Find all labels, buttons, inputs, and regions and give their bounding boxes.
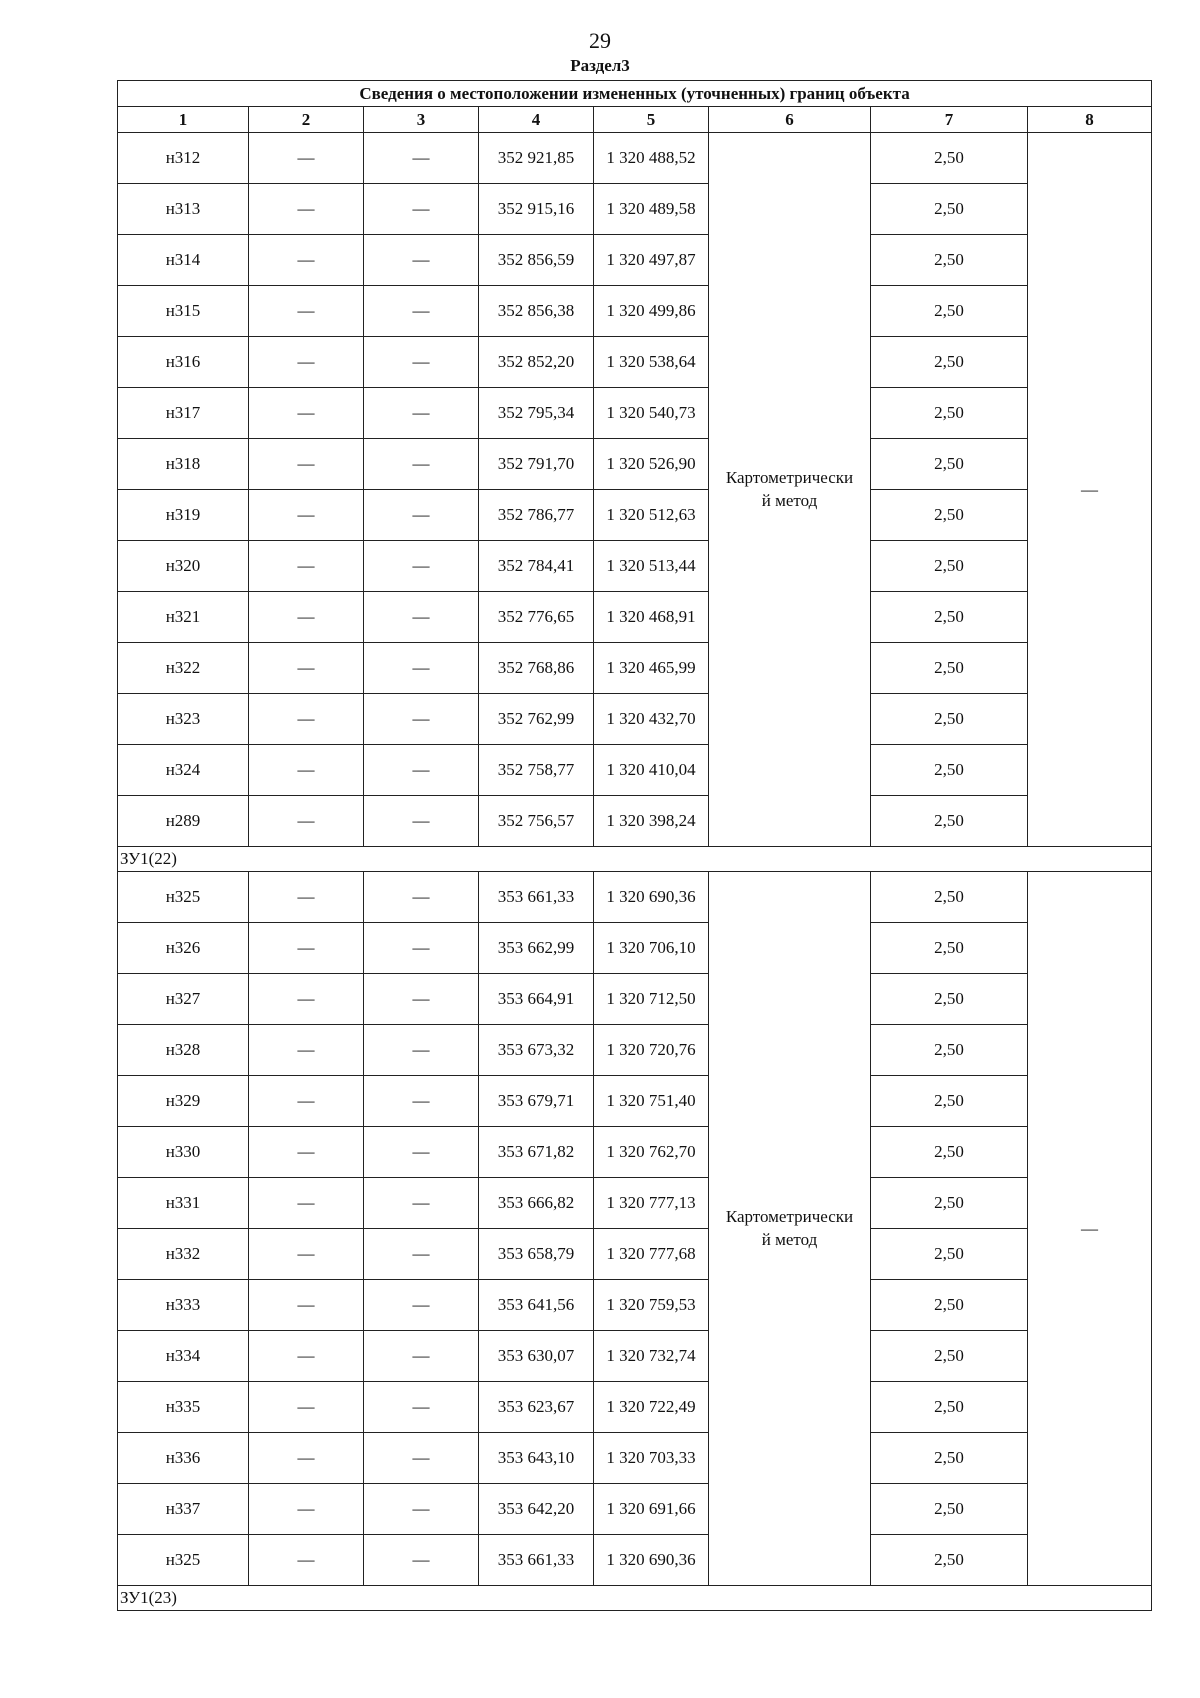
- accuracy-value: 2,50: [871, 872, 1028, 923]
- column-3-value: —: [364, 184, 479, 235]
- point-name: н332: [118, 1229, 249, 1280]
- column-number-7: 7: [871, 107, 1028, 133]
- x-coordinate: 353 642,20: [479, 1484, 594, 1535]
- accuracy-value: 2,50: [871, 388, 1028, 439]
- point-name: н328: [118, 1025, 249, 1076]
- column-3-value: —: [364, 388, 479, 439]
- table-row: [118, 974, 1152, 1025]
- accuracy-value: 2,50: [871, 1178, 1028, 1229]
- accuracy-value: 2,50: [871, 184, 1028, 235]
- table-row: [118, 439, 1152, 490]
- accuracy-value: 2,50: [871, 1127, 1028, 1178]
- accuracy-value: 2,50: [871, 1484, 1028, 1535]
- table-row: [118, 133, 1152, 184]
- column-2-value: —: [249, 337, 364, 388]
- column-number-8: 8: [1028, 107, 1152, 133]
- column-3-value: —: [364, 1280, 479, 1331]
- x-coordinate: 352 758,77: [479, 745, 594, 796]
- y-coordinate: 1 320 489,58: [594, 184, 709, 235]
- y-coordinate: 1 320 691,66: [594, 1484, 709, 1535]
- section-title: Раздел3: [570, 56, 630, 75]
- y-coordinate: 1 320 777,13: [594, 1178, 709, 1229]
- point-name: н317: [118, 388, 249, 439]
- column-2-value: —: [249, 1433, 364, 1484]
- accuracy-value: 2,50: [871, 133, 1028, 184]
- table-row: [118, 1331, 1152, 1382]
- table-row: [118, 643, 1152, 694]
- point-name: н335: [118, 1382, 249, 1433]
- accuracy-value: 2,50: [871, 745, 1028, 796]
- page-number: 29: [589, 28, 611, 53]
- y-coordinate: 1 320 690,36: [594, 1535, 709, 1586]
- method-text-line1: Картометрически: [725, 467, 854, 487]
- x-coordinate: 353 673,32: [479, 1025, 594, 1076]
- accuracy-value: 2,50: [871, 541, 1028, 592]
- point-name: н315: [118, 286, 249, 337]
- column-2-value: —: [249, 1331, 364, 1382]
- accuracy-value: 2,50: [871, 235, 1028, 286]
- column-number-3: 3: [364, 107, 479, 133]
- column-3-value: —: [364, 1025, 479, 1076]
- x-coordinate: 352 852,20: [479, 337, 594, 388]
- table-row: [118, 541, 1152, 592]
- y-coordinate: 1 320 703,33: [594, 1433, 709, 1484]
- x-coordinate: 352 791,70: [479, 439, 594, 490]
- accuracy-value: 2,50: [871, 592, 1028, 643]
- column-2-value: —: [249, 872, 364, 923]
- y-coordinate: 1 320 488,52: [594, 133, 709, 184]
- accuracy-value: 2,50: [871, 1382, 1028, 1433]
- table-row: [118, 1178, 1152, 1229]
- y-coordinate: 1 320 513,44: [594, 541, 709, 592]
- table-row: [118, 1127, 1152, 1178]
- column-3-value: —: [364, 133, 479, 184]
- point-name: н316: [118, 337, 249, 388]
- accuracy-value: 2,50: [871, 1229, 1028, 1280]
- boundary-coordinates-table: [117, 80, 1152, 1611]
- y-coordinate: 1 320 410,04: [594, 745, 709, 796]
- group-label: ЗУ1(22): [118, 847, 1152, 872]
- table-row: [118, 1076, 1152, 1127]
- column-3-value: —: [364, 1076, 479, 1127]
- point-name: н320: [118, 541, 249, 592]
- x-coordinate: 352 856,38: [479, 286, 594, 337]
- accuracy-value: 2,50: [871, 337, 1028, 388]
- y-coordinate: 1 320 722,49: [594, 1382, 709, 1433]
- column-2-value: —: [249, 388, 364, 439]
- table-row: [118, 184, 1152, 235]
- column-3-value: —: [364, 643, 479, 694]
- point-name: н324: [118, 745, 249, 796]
- column-3-value: —: [364, 1433, 479, 1484]
- point-name: н319: [118, 490, 249, 541]
- accuracy-value: 2,50: [871, 643, 1028, 694]
- accuracy-value: 2,50: [871, 694, 1028, 745]
- accuracy-value: 2,50: [871, 1025, 1028, 1076]
- group-label-row: [118, 847, 1152, 872]
- method-text-line2: й метод: [761, 1229, 818, 1249]
- table-row: [118, 1280, 1152, 1331]
- point-name: н322: [118, 643, 249, 694]
- y-coordinate: 1 320 712,50: [594, 974, 709, 1025]
- column-3-value: —: [364, 694, 479, 745]
- column-2-value: —: [249, 490, 364, 541]
- y-coordinate: 1 320 526,90: [594, 439, 709, 490]
- table-row: [118, 337, 1152, 388]
- table-row: [118, 286, 1152, 337]
- x-coordinate: 353 661,33: [479, 872, 594, 923]
- point-name: н327: [118, 974, 249, 1025]
- point-name: н314: [118, 235, 249, 286]
- point-name: н313: [118, 184, 249, 235]
- column-2-value: —: [249, 923, 364, 974]
- point-name: н289: [118, 796, 249, 847]
- y-coordinate: 1 320 497,87: [594, 235, 709, 286]
- table-row: [118, 592, 1152, 643]
- accuracy-value: 2,50: [871, 923, 1028, 974]
- point-name: н329: [118, 1076, 249, 1127]
- point-name: н323: [118, 694, 249, 745]
- y-coordinate: 1 320 759,53: [594, 1280, 709, 1331]
- table-row: [118, 1382, 1152, 1433]
- column-2-value: —: [249, 1484, 364, 1535]
- x-coordinate: 352 784,41: [479, 541, 594, 592]
- point-name: н318: [118, 439, 249, 490]
- x-coordinate: 353 643,10: [479, 1433, 594, 1484]
- y-coordinate: 1 320 538,64: [594, 337, 709, 388]
- method-cell: [709, 872, 871, 1586]
- table-row: [118, 1535, 1152, 1586]
- accuracy-value: 2,50: [871, 1076, 1028, 1127]
- x-coordinate: 353 658,79: [479, 1229, 594, 1280]
- point-name: н336: [118, 1433, 249, 1484]
- column-number-6: 6: [709, 107, 871, 133]
- column-2-value: —: [249, 1229, 364, 1280]
- x-coordinate: 353 664,91: [479, 974, 594, 1025]
- column-3-value: —: [364, 286, 479, 337]
- accuracy-value: 2,50: [871, 1280, 1028, 1331]
- column-2-value: —: [249, 286, 364, 337]
- column-number-1: 1: [118, 107, 249, 133]
- column-2-value: —: [249, 1076, 364, 1127]
- column-3-value: —: [364, 1382, 479, 1433]
- column-2-value: —: [249, 745, 364, 796]
- x-coordinate: 353 679,71: [479, 1076, 594, 1127]
- table-row: [118, 796, 1152, 847]
- x-coordinate: 352 768,86: [479, 643, 594, 694]
- method-text-line1: Картометрически: [725, 1206, 854, 1226]
- y-coordinate: 1 320 732,74: [594, 1331, 709, 1382]
- table-row: [118, 1229, 1152, 1280]
- point-name: н334: [118, 1331, 249, 1382]
- y-coordinate: 1 320 468,91: [594, 592, 709, 643]
- x-coordinate: 353 623,67: [479, 1382, 594, 1433]
- point-name: н312: [118, 133, 249, 184]
- column-8-value: —: [1028, 133, 1152, 847]
- y-coordinate: 1 320 777,68: [594, 1229, 709, 1280]
- column-number-4: 4: [479, 107, 594, 133]
- y-coordinate: 1 320 432,70: [594, 694, 709, 745]
- x-coordinate: 352 786,77: [479, 490, 594, 541]
- x-coordinate: 353 671,82: [479, 1127, 594, 1178]
- column-3-value: —: [364, 872, 479, 923]
- column-3-value: —: [364, 1229, 479, 1280]
- column-2-value: —: [249, 974, 364, 1025]
- y-coordinate: 1 320 512,63: [594, 490, 709, 541]
- x-coordinate: 352 915,16: [479, 184, 594, 235]
- point-name: н321: [118, 592, 249, 643]
- column-3-value: —: [364, 541, 479, 592]
- table-row: [118, 745, 1152, 796]
- column-3-value: —: [364, 235, 479, 286]
- point-name: н337: [118, 1484, 249, 1535]
- accuracy-value: 2,50: [871, 796, 1028, 847]
- x-coordinate: 352 921,85: [479, 133, 594, 184]
- accuracy-value: 2,50: [871, 1535, 1028, 1586]
- table-row: [118, 872, 1152, 923]
- column-3-value: —: [364, 796, 479, 847]
- column-2-value: —: [249, 133, 364, 184]
- y-coordinate: 1 320 720,76: [594, 1025, 709, 1076]
- column-2-value: —: [249, 184, 364, 235]
- column-3-value: —: [364, 592, 479, 643]
- x-coordinate: 353 630,07: [479, 1331, 594, 1382]
- table-row: [118, 388, 1152, 439]
- method-cell: [709, 133, 871, 847]
- column-3-value: —: [364, 337, 479, 388]
- accuracy-value: 2,50: [871, 286, 1028, 337]
- y-coordinate: 1 320 762,70: [594, 1127, 709, 1178]
- x-coordinate: 352 856,59: [479, 235, 594, 286]
- column-3-value: —: [364, 745, 479, 796]
- column-3-value: —: [364, 974, 479, 1025]
- column-2-value: —: [249, 439, 364, 490]
- column-2-value: —: [249, 1025, 364, 1076]
- column-2-value: —: [249, 235, 364, 286]
- accuracy-value: 2,50: [871, 490, 1028, 541]
- x-coordinate: 352 795,34: [479, 388, 594, 439]
- x-coordinate: 353 662,99: [479, 923, 594, 974]
- accuracy-value: 2,50: [871, 1331, 1028, 1382]
- table-row: [118, 1484, 1152, 1535]
- column-2-value: —: [249, 643, 364, 694]
- point-name: н333: [118, 1280, 249, 1331]
- group-label-row: [118, 1586, 1152, 1611]
- column-2-value: —: [249, 1178, 364, 1229]
- column-3-value: —: [364, 923, 479, 974]
- column-3-value: —: [364, 1331, 479, 1382]
- y-coordinate: 1 320 706,10: [594, 923, 709, 974]
- column-2-value: —: [249, 694, 364, 745]
- y-coordinate: 1 320 465,99: [594, 643, 709, 694]
- x-coordinate: 353 641,56: [479, 1280, 594, 1331]
- y-coordinate: 1 320 540,73: [594, 388, 709, 439]
- point-name: н325: [118, 872, 249, 923]
- table-row: [118, 923, 1152, 974]
- column-3-value: —: [364, 1127, 479, 1178]
- column-2-value: —: [249, 1382, 364, 1433]
- group-label: ЗУ1(23): [118, 1586, 1152, 1611]
- column-2-value: —: [249, 1535, 364, 1586]
- column-2-value: —: [249, 796, 364, 847]
- accuracy-value: 2,50: [871, 974, 1028, 1025]
- method-text-line2: й метод: [761, 490, 818, 510]
- table-row: [118, 490, 1152, 541]
- accuracy-value: 2,50: [871, 439, 1028, 490]
- accuracy-value: 2,50: [871, 1433, 1028, 1484]
- column-number-2: 2: [249, 107, 364, 133]
- column-2-value: —: [249, 1280, 364, 1331]
- x-coordinate: 352 756,57: [479, 796, 594, 847]
- table-row: [118, 1433, 1152, 1484]
- table-row: [118, 235, 1152, 286]
- column-2-value: —: [249, 592, 364, 643]
- column-3-value: —: [364, 490, 479, 541]
- x-coordinate: 353 666,82: [479, 1178, 594, 1229]
- point-name: н330: [118, 1127, 249, 1178]
- x-coordinate: 353 661,33: [479, 1535, 594, 1586]
- column-8-value: —: [1028, 872, 1152, 1586]
- x-coordinate: 352 776,65: [479, 592, 594, 643]
- y-coordinate: 1 320 690,36: [594, 872, 709, 923]
- column-number-5: 5: [594, 107, 709, 133]
- column-3-value: —: [364, 439, 479, 490]
- point-name: н326: [118, 923, 249, 974]
- column-2-value: —: [249, 541, 364, 592]
- table-row: [118, 694, 1152, 745]
- column-3-value: —: [364, 1178, 479, 1229]
- y-coordinate: 1 320 398,24: [594, 796, 709, 847]
- table-caption: Сведения о местоположении измененных (уточненных) границ объекта: [118, 81, 1152, 107]
- point-name: н331: [118, 1178, 249, 1229]
- point-name: н325: [118, 1535, 249, 1586]
- column-3-value: —: [364, 1484, 479, 1535]
- y-coordinate: 1 320 499,86: [594, 286, 709, 337]
- column-2-value: —: [249, 1127, 364, 1178]
- x-coordinate: 352 762,99: [479, 694, 594, 745]
- y-coordinate: 1 320 751,40: [594, 1076, 709, 1127]
- column-3-value: —: [364, 1535, 479, 1586]
- table-row: [118, 1025, 1152, 1076]
